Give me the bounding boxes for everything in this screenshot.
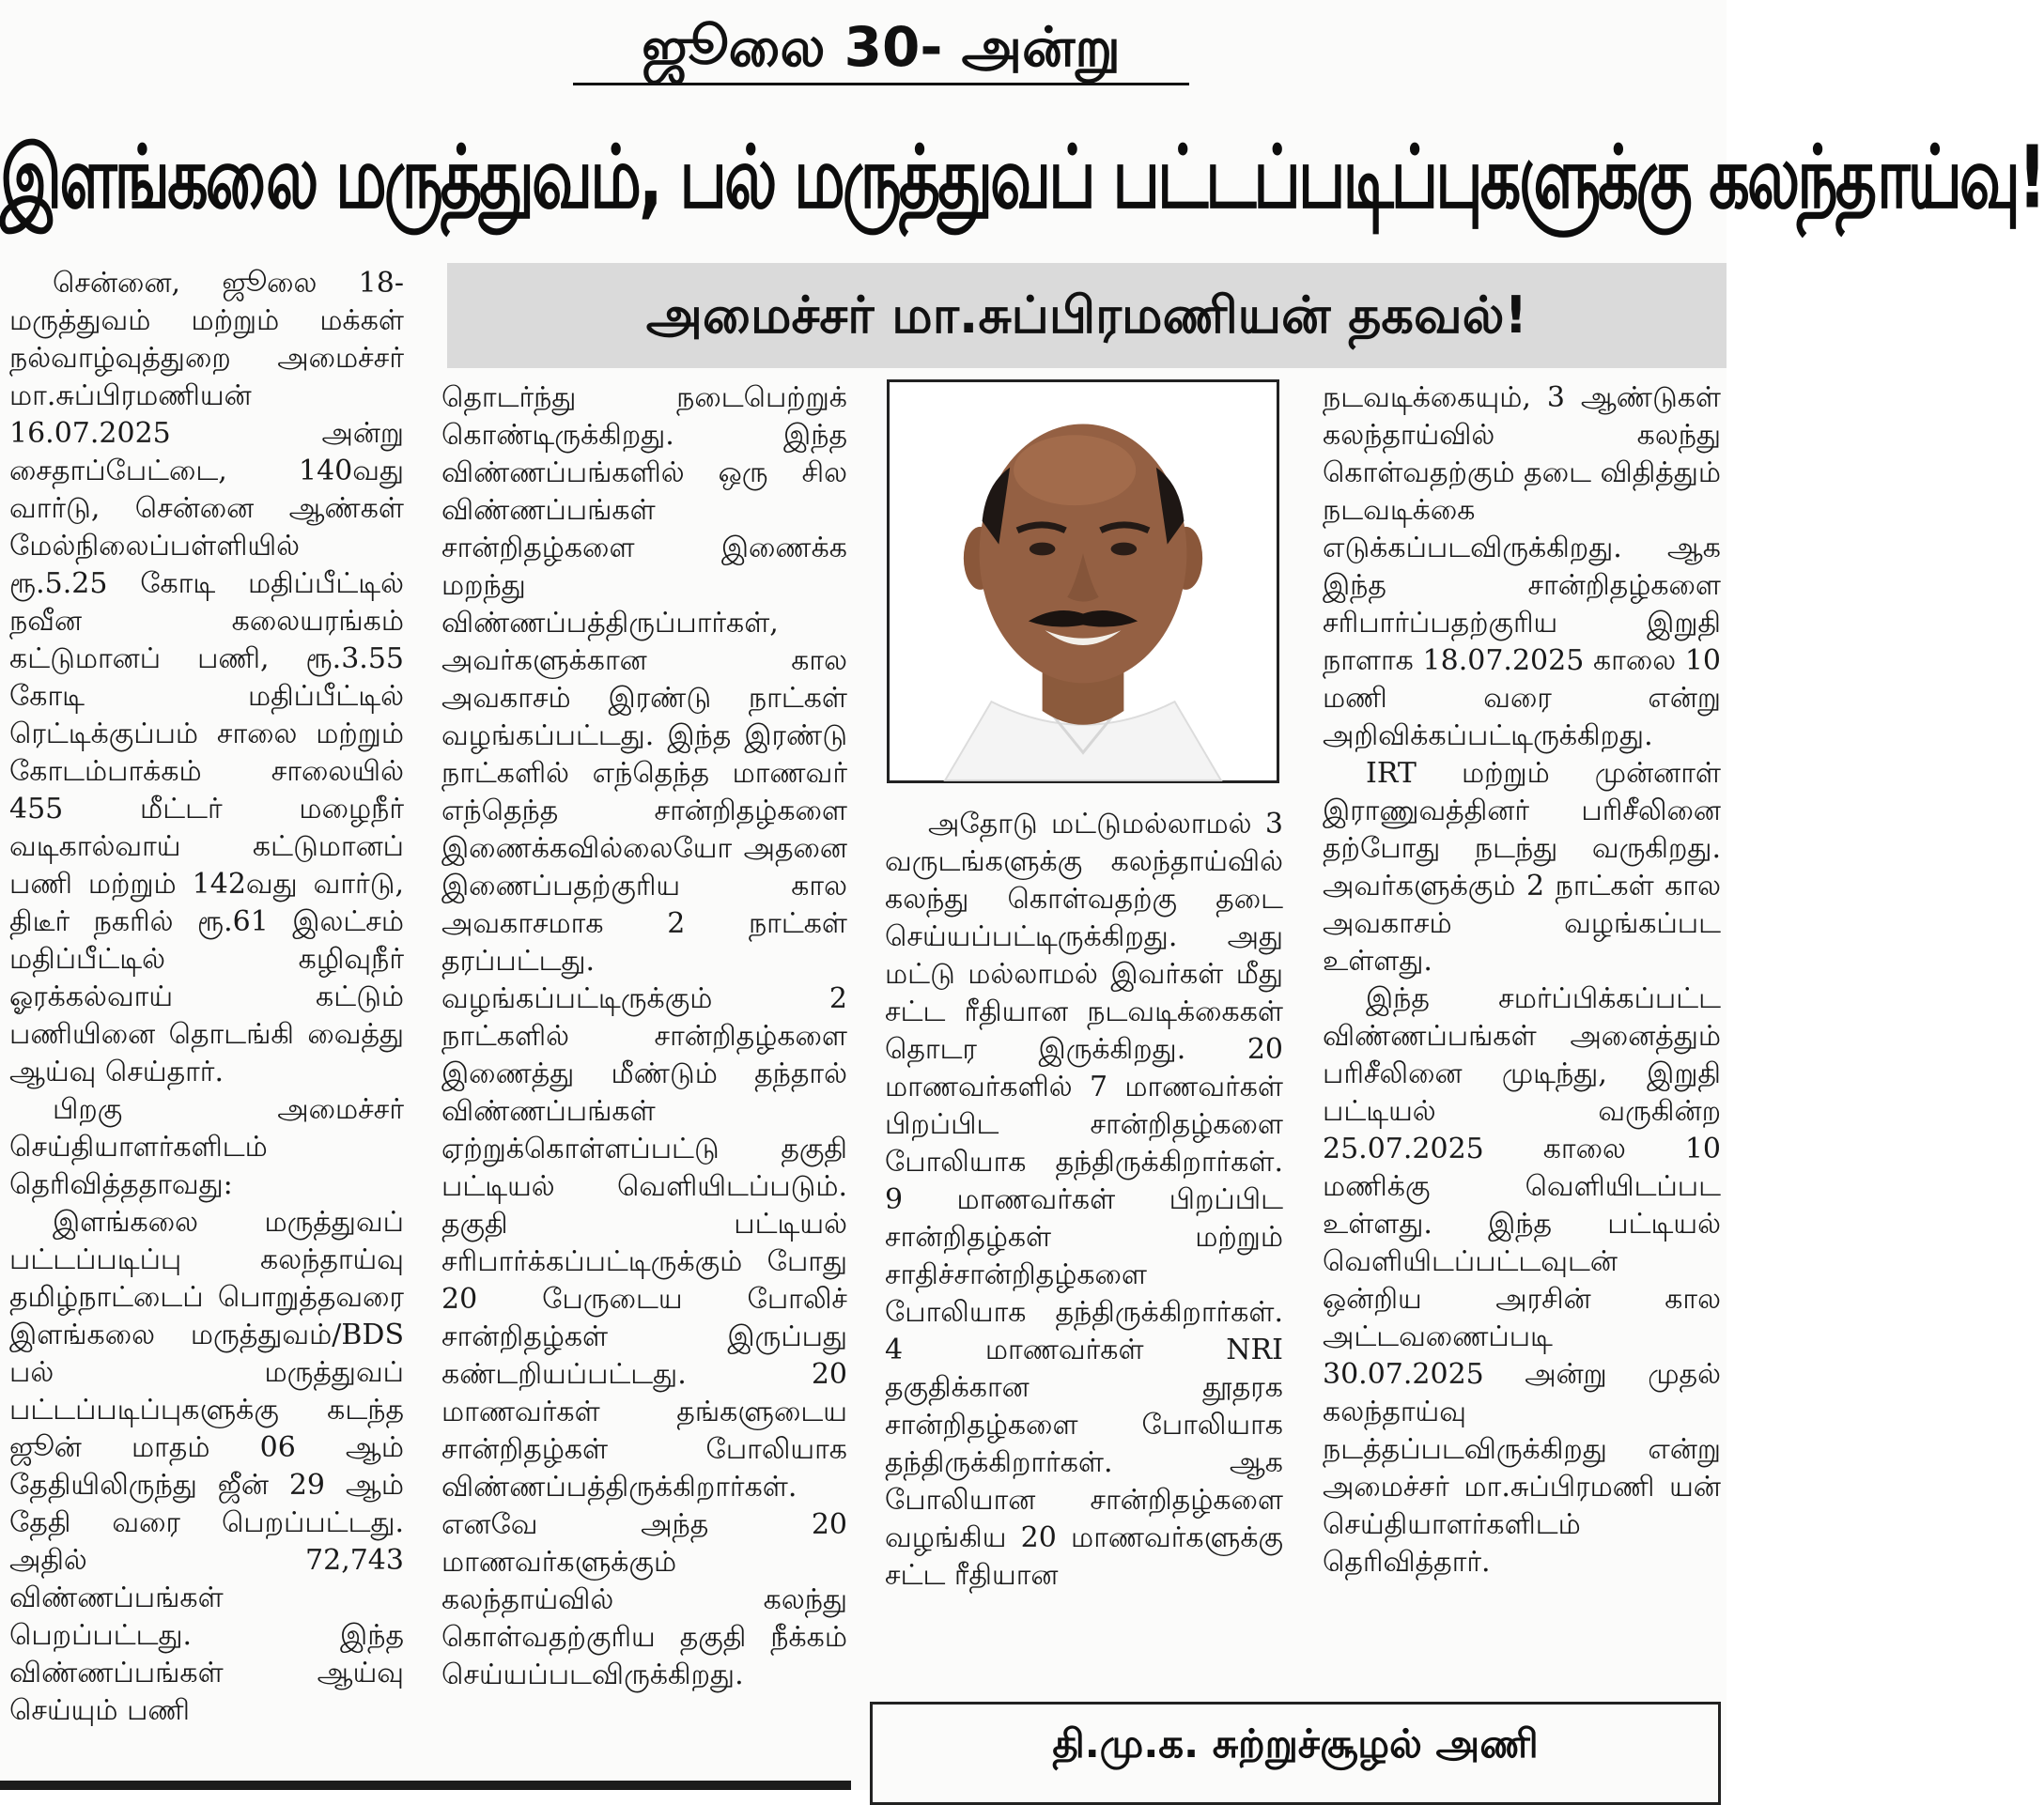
article-column-4 [1323, 379, 1721, 1732]
bottom-divider [0, 1781, 851, 1790]
article-paragraph: பிறகு அமைச்சர் செய்தியாளர்களிடம் தெரிவித்ததாவது: [9, 1093, 404, 1201]
sidebar-title: தி.மு.க. சுற்றுச்சூழல் அணி [1052, 1720, 1539, 1766]
article-paragraph: இளங்கலை மருத்துவப் பட்டப்படிப்பு கலந்தாய்வு தமிழ்நாட்டைப் பொறுத்தவரை இளங்கலை மருத்துவம்/BDS பல் மருத்துவப் பட்டப்படிப்புகளுக்கு கடந்த ஜூன் மாதம் 06 ஆம் தேதியிலிருந்து ஜீன் 29 ஆம் தேதி வரை பெறப்பட்டது. அதில் 72,743 விண்ணப்பங்கள் பெறப்பட்டது. இந்த விண்ணப்பங்கள் ஆய்வு செய்யும் பணி [9, 1206, 404, 1727]
kicker-headline: ஜூலை 30- அன்று [642, 15, 1121, 79]
article-paragraph: தொடர்ந்து நடைபெற்றுக் கொண்டிருக்கிறது. இந்த விண்ணப்பங்களில் ஒரு சில விண்ணப்பங்கள் சான்றிதழ்களை இணைக்க மறந்து விண்ணப்பத்திருப்பார்கள், அவர்களுக்கான கால அவகாசம் இரண்டு நாட்கள் வழங்கப்பட்டது. இந்த இரண்டு நாட்களில் எந்தெந்த மாணவர் எந்தெந்த சான்றிதழ்களை இணைக்கவில்லையோ அதனை இணைப்பதற்குரிய கால அவகாசமாக 2 நாட்கள் தரப்பட்டது. வழங்கப்பட்டிருக்கும் 2 நாட்களில் சான்றிதழ்களை இணைத்து மீண்டும் தந்தால் விண்ணப்பங்கள் ஏற்றுக்கொள்ளப்பட்டு தகுதி பட்டியல் வெளியிடப்படும். தகுதி பட்டியல் சரிபார்க்கப்பட்டிருக்கும் போது 20 பேருடைய போலிச் சான்றிதழ்கள் இருப்பது கண்டறியப்பட்டது. 20 மாணவர்கள் தங்களுடைய சான்றிதழ்கள் போலியாக விண்ணப்பத்திருக்கிறார்கள். எனவே அந்த 20 மாணவர்களுக்கும் கலந்தாய்வில் கலந்து கொள்வதற்குரிய தகுதி நீக்கம் செய்யப்படவிருக்கிறது. [441, 381, 847, 1691]
article-paragraph: நடவடிக்கையும், 3 ஆண்டுகள் கலந்தாய்வில் கலந்து கொள்வதற்கும் தடை விதித்தும் நடவடிக்கை எடுக்கப்படவிருக்கிறது. ஆக இந்த சான்றிதழ்களை சரிபார்ப்பதற்குரிய இறுதி நாளாக 18.07.2025 காலை 10 மணி வரை என்று அறிவிக்கப்பட்டிருக்கிறது. [1323, 381, 1721, 752]
main-headline: இளங்கலை மருத்துவம், பல் மருத்துவப் பட்டப்படிப்புகளுக்கு கலந்தாய்வு! [0, 129, 2044, 229]
subheadline: அமைச்சர் மா.சுப்பிரமணியன் தகவல்! [645, 285, 1528, 345]
article-column-3 [885, 806, 1283, 1782]
article-paragraph: இந்த சமர்ப்பிக்கப்பட்ட விண்ணப்பங்கள் அனைத்தும் பரிசீலினை முடிந்து, இறுதி பட்டியல் வருகின்ற 25.07.2025 காலை 10 மணிக்கு வெளியிடப்பட உள்ளது. இந்த பட்டியல் வெளியிடப்பட்டவுடன் ஒன்றிய அரசின் கால அட்டவணைப்படி 30.07.2025 அன்று முதல் கலந்தாய்வு நடத்தப்படவிருக்கிறது என்று அமைச்சர் மா.சுப்பிரமணி யன் செய்தியாளர்களிடம் தெரிவித்தார். [1323, 982, 1721, 1579]
article-paragraph: சென்னை, ஜூலை 18- மருத்துவம் மற்றும் மக்கள் நல்வாழ்வுத்துறை அமைச்சர் மா.சுப்பிரமணியன் 16.07.2025 அன்று சைதாப்பேட்டை, 140வது வார்டு, சென்னை ஆண்கள் மேல்நிலைப்பள்ளியில் ரூ.5.25 கோடி மதிப்பீட்டில் நவீன கலையரங்கம் கட்டுமானப் பணி, ரூ.3.55 கோடி மதிப்பீட்டில் ரெட்டிக்குப்பம் சாலை மற்றும் கோடம்பாக்கம் சாலையில் 455 மீட்டர் மழைநீர் வடிகால்வாய் கட்டுமானப் பணி மற்றும் 142வது வார்டு, திடீர் நகரில் ரூ.61 இலட்சம் மதிப்பீட்டில் கழிவுநீர் ஓரக்கல்வாய் கட்டும் பணியினை தொடங்கி வைத்து ஆய்வு செய்தார். [9, 267, 404, 1088]
article-paragraph: அதோடு மட்டுமல்லாமல் 3 வருடங்களுக்கு கலந்தாய்வில் கலந்து கொள்வதற்கு தடை செய்யப்பட்டிருக்கிறது. அது மட்டு மல்லாமல் இவர்கள் மீது சட்ட ரீதியான நடவடிக்கைகள் தொடர இருக்கிறது. 20 மாணவர்களில் 7 மாணவர்கள் பிறப்பிட சான்றிதழ்களை போலியாக தந்திருக்கிறார்கள். 9 மாணவர்கள் பிறப்பிட சான்றிதழ்கள் மற்றும் சாதிச்சான்றிதழ்களை போலியாக தந்திருக்கிறார்கள். 4 மாணவர்கள் NRI தகுதிக்கான தூதரக சான்றிதழ்களை போலியாக தந்திருக்கிறார்கள். ஆக போலியான சான்றிதழ்களை வழங்கிய 20 மாணவர்களுக்கு சட்ட ரீதியான [885, 808, 1283, 1592]
portrait-illustration [890, 382, 1277, 780]
minister-photo [887, 379, 1279, 783]
article-paragraph: IRT மற்றும் முன்னாள் இராணுவத்தினர் பரிசீலினை தற்போது நடந்து வருகிறது. அவர்களுக்கும் 2 நாட்கள் கால அவகாசம் வழங்கப்பட உள்ளது. [1323, 757, 1721, 978]
article-column-1 [9, 265, 404, 1749]
article-column-2 [441, 379, 847, 1760]
